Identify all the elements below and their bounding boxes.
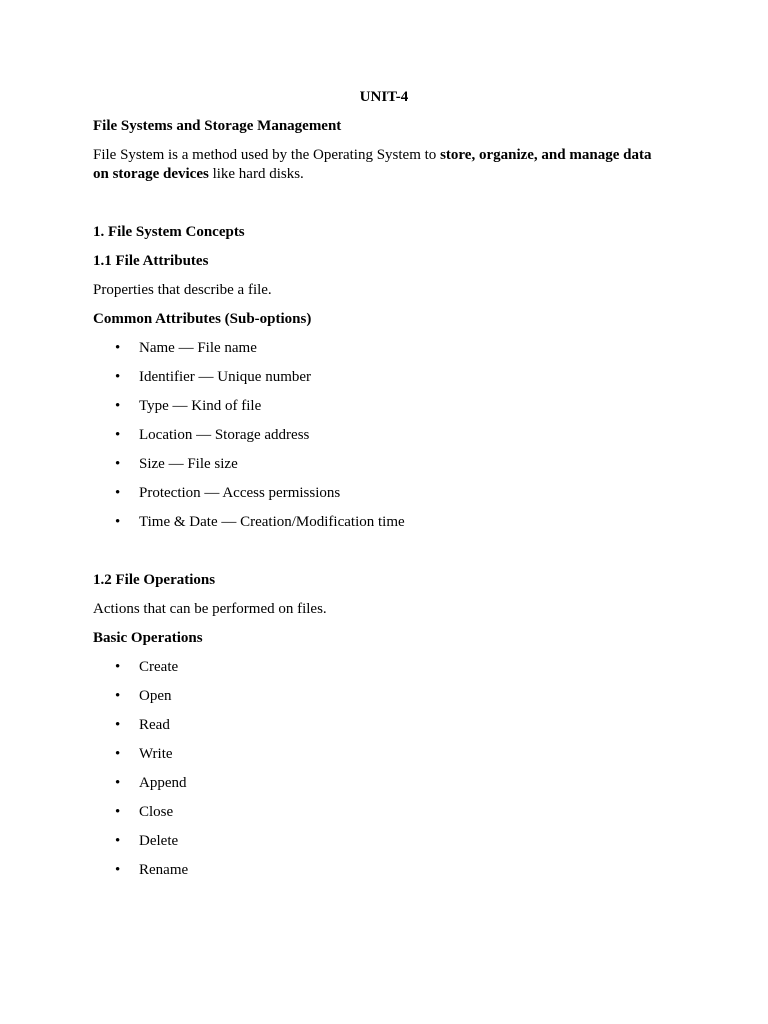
bullet-icon: •	[115, 485, 121, 501]
bullet-icon: •	[115, 775, 121, 791]
bullet-icon: •	[115, 398, 121, 414]
page-title: UNIT-4	[359, 89, 409, 105]
bullet-icon: •	[115, 688, 121, 704]
intro-emphasis-2: on storage devices	[93, 166, 209, 182]
bullet-icon: •	[115, 369, 121, 385]
bullet-icon: •	[115, 862, 121, 878]
bullet-icon: •	[115, 717, 121, 733]
bullet-icon: •	[115, 833, 121, 849]
document-heading: File Systems and Storage Management	[93, 118, 342, 134]
intro-tail: like hard disks.	[208, 166, 304, 182]
attributes-heading: Common Attributes (Sub-options)	[93, 311, 312, 327]
intro-text: File System is a method used by the Operating System to	[93, 147, 441, 163]
intro-line-1	[93, 146, 651, 164]
bullet-icon: •	[115, 659, 121, 675]
bullet-icon: •	[115, 427, 121, 443]
subsection-description-1-2: Actions that can be performed on files.	[93, 601, 327, 617]
bullet-icon: •	[115, 456, 121, 472]
bullet-icon: •	[115, 514, 121, 530]
bullet-icon: •	[115, 804, 121, 820]
subsection-heading-1-2: 1.2 File Operations	[93, 572, 216, 588]
bullet-icon: •	[115, 340, 121, 356]
subsection-heading-1-1: 1.1 File Attributes	[93, 253, 209, 269]
operations-heading: Basic Operations	[93, 630, 203, 646]
bullet-icon: •	[115, 746, 121, 762]
intro-line-2	[93, 165, 304, 183]
intro-emphasis-1: store, organize, and manage data	[440, 147, 652, 163]
subsection-description-1-1: Properties that describe a file.	[93, 282, 272, 298]
section-heading-1: 1. File System Concepts	[93, 224, 245, 240]
